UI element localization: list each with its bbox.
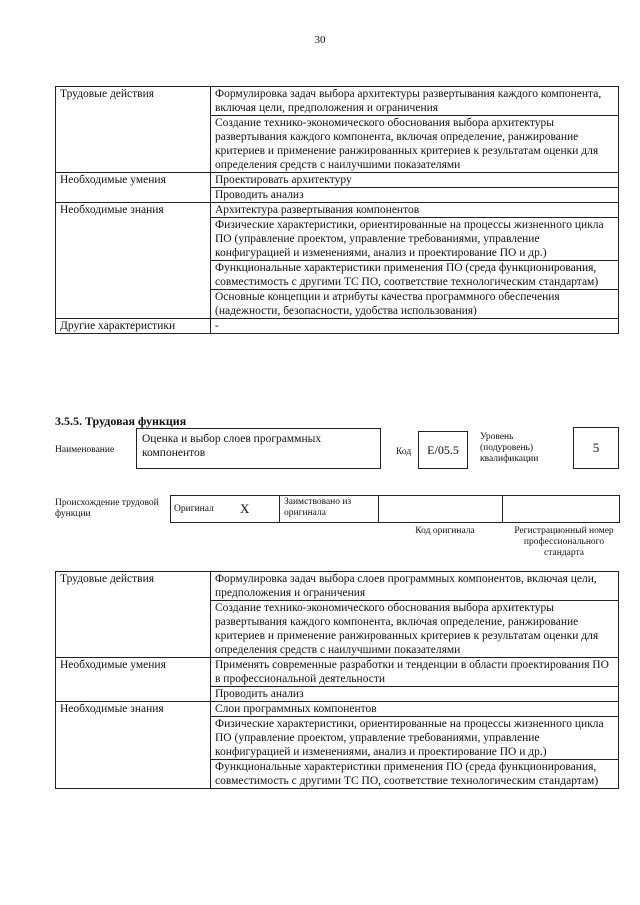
function-name-value: Оценка и выбор слоев программных компонентов <box>142 433 322 459</box>
table-cell: Создание технико-экономического обоснования выбора архитектуры развертывания каждого компонента, включая определение, ранжирование критериев и применение ранжированных критериев к результатам оценки для определения средств с наилучшими показателями <box>211 116 619 173</box>
level-box <box>573 427 619 469</box>
section-heading: 3.5.5. Трудовая функция <box>55 414 187 428</box>
row-label: Трудовые действия <box>56 87 211 173</box>
divider <box>279 495 280 523</box>
table-cell: Формулировка задач выбора слоев программных компонентов, включая цели, предположения и ограничения <box>211 572 619 601</box>
code-value: E/05.5 <box>427 443 459 457</box>
table-cell: Функциональные характеристики применения ПО (среда функционирования, совместимость с другими ТС ПО, соответствие технологическим стандартам) <box>211 760 619 789</box>
table-row <box>56 203 619 218</box>
original-mark: X <box>240 501 250 516</box>
table-cell: Архитектура развертывания компонентов <box>211 203 619 218</box>
borrowed-label: Заимствовано из оригинала <box>284 497 352 518</box>
row-label: Необходимые умения <box>56 658 211 702</box>
origin-row <box>170 495 620 523</box>
table-cell: Слои программных компонентов <box>211 702 619 717</box>
function-name-box <box>136 428 381 469</box>
labor-actions-table-2 <box>55 571 619 789</box>
row-label: Трудовые действия <box>56 572 211 658</box>
table-cell: Применять современные разработки и тенденции в области проектирования ПО в профессиональной деятельности <box>211 658 619 687</box>
table-cell: Физические характеристики, ориентированные на процессы жизненного цикла ПО (управление проектом, управление требованиями, управление конфигурацией и изменениями, анализ и проектирование ПО и др.) <box>211 717 619 760</box>
level-label: Уровень (подуровень) квалификации <box>480 432 539 464</box>
table-cell: Проектировать архитектуру <box>211 173 619 188</box>
origin-label: Происхождение трудовой функции <box>55 498 159 519</box>
table-cell: Создание технико-экономического обоснования выбора архитектуры развертывания каждого компонента, включая определение, ранжирование критериев и применение ранжированных критериев к результатам оценки для определения средств с наилучшими показателями <box>211 601 619 658</box>
level-value: 5 <box>592 440 600 455</box>
row-label: Необходимые умения <box>56 173 211 203</box>
row-label: Необходимые знания <box>56 203 211 319</box>
table-cell: - <box>211 319 619 334</box>
page-number: 30 <box>314 34 326 46</box>
original-label: Оригинал <box>174 504 214 514</box>
table-cell: Проводить анализ <box>211 687 619 702</box>
registration-number-caption: Регистрационный номер профессионального стандарта <box>514 526 614 558</box>
table-cell: Физические характеристики, ориентированные на процессы жизненного цикла ПО (управление проектом, управление требованиями, управление конфигурацией и изменениями, анализ и проектирование ПО и др.) <box>211 218 619 261</box>
table-row <box>56 319 619 334</box>
code-label: Код <box>396 447 412 457</box>
table-cell: Проводить анализ <box>211 188 619 203</box>
original-code-caption: Код оригинала <box>415 526 475 536</box>
table-row <box>56 87 619 116</box>
row-label: Необходимые знания <box>56 702 211 789</box>
labor-actions-table-1 <box>55 86 619 334</box>
table-row <box>56 658 619 687</box>
table-row <box>56 702 619 717</box>
table-cell: Функциональные характеристики применения ПО (среда функционирования, совместимость с другими ТС ПО, соответствие технологическим стандартам) <box>211 261 619 290</box>
table-cell: Основные концепции и атрибуты качества программного обеспечения (надежности, безопасности, удобства использования) <box>211 290 619 319</box>
table-row <box>56 173 619 188</box>
code-box <box>418 431 468 469</box>
name-label: Наименование <box>55 445 115 455</box>
table-cell: Формулировка задач выбора архитектуры развертывания каждого компонента, включая цели, предположения и ограничения <box>211 87 619 116</box>
divider <box>378 495 379 523</box>
table-row <box>56 572 619 601</box>
divider <box>502 495 503 523</box>
row-label: Другие характеристики <box>56 319 211 334</box>
